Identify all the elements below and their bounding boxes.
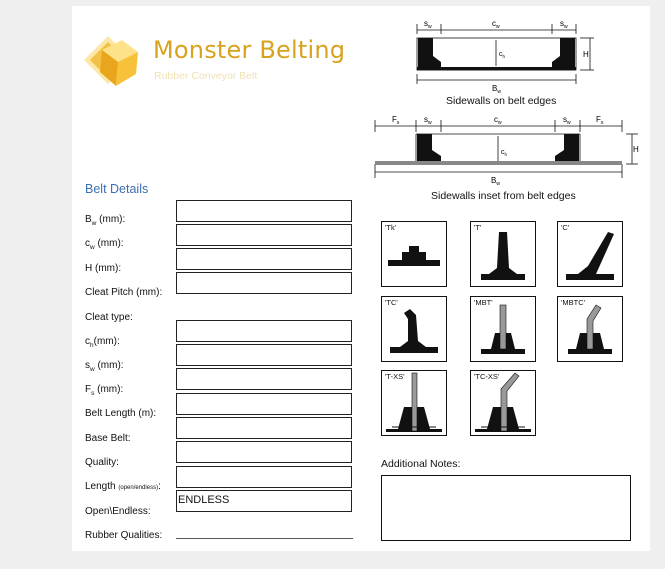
sidewalls-inset-diagram (372, 108, 640, 188)
svg-text:sw: $s_w$ (560, 19, 568, 30)
length-select[interactable] (176, 466, 352, 488)
base-belt-select[interactable] (176, 417, 352, 439)
label-length: Length (open/endless): (85, 481, 161, 492)
bw-input[interactable] (176, 200, 352, 222)
svg-text:Fs: $F_s$ (596, 115, 604, 126)
cw-input[interactable] (176, 224, 352, 246)
label-cw: $c_w$ (mm): (85, 238, 124, 251)
svg-text:H: H (583, 50, 589, 59)
svg-text:cw: $c_w$ (494, 115, 502, 126)
length-value: ENDLESS (178, 494, 230, 506)
belt-length-input[interactable] (176, 393, 352, 415)
label-open-endless: Open\Endless: (85, 506, 151, 517)
svg-text:sw: $s_w$ (563, 115, 571, 126)
quality-select[interactable] (176, 441, 352, 463)
label-rubber-qualities: Rubber Qualities: (85, 530, 163, 541)
sidewalls-on-edges-diagram (372, 10, 602, 100)
sw-input[interactable] (176, 344, 352, 366)
cleat-type-mbt[interactable]: 'MBT' (470, 296, 536, 362)
cleat-type-tk[interactable]: 'Tk' (381, 221, 447, 287)
svg-text:ch: $c_h$ (499, 51, 506, 59)
label-sw: $s_w$ (mm): (85, 360, 124, 373)
ch-input[interactable] (176, 320, 352, 342)
svg-text:ch: $c_h$ (501, 149, 508, 157)
cleat-type-tc-xs[interactable]: 'TC-XS' (470, 370, 536, 436)
rubber-qualities-line[interactable] (176, 538, 353, 539)
label-quality: Quality: (85, 457, 119, 468)
cleat-type-t-xs[interactable]: 'T-XS' (381, 370, 447, 436)
label-bw: $B_w$ (mm): (85, 214, 126, 227)
svg-text:Bw: $B_w$ (492, 84, 501, 95)
svg-text:Fs: $F_s$ (392, 115, 400, 126)
cleat-type-mbtc[interactable]: 'MBTC' (557, 296, 623, 362)
cleat-pitch-input[interactable] (176, 272, 352, 294)
svg-text:sw: $s_w$ (424, 19, 432, 30)
svg-text:cw: $c_w$ (492, 19, 500, 30)
rubber-qualities-input[interactable] (168, 518, 356, 534)
cleat-type-t[interactable]: 'T' (470, 221, 536, 287)
brand-subtitle: Rubber Conveyor Belt (154, 70, 258, 82)
belt-details-heading: Belt Details (85, 182, 149, 196)
cleat-type-tc[interactable]: 'TC' (381, 296, 447, 362)
label-belt-length: Belt Length (m): (85, 408, 157, 419)
label-cleat-type: Cleat type: (85, 312, 133, 323)
diagram-caption-edges: Sidewalls on belt edges (446, 95, 557, 107)
label-base-belt: Base Belt: (85, 433, 131, 444)
svg-text:H: H (633, 145, 639, 154)
h-input[interactable] (176, 248, 352, 270)
additional-notes-textarea[interactable] (381, 475, 631, 541)
cube-logo-icon (80, 30, 150, 92)
label-h: H (mm): (85, 263, 122, 274)
brand-title: Monster Belting (153, 36, 346, 64)
diagram-caption-inset: Sidewalls inset from belt edges (431, 190, 576, 202)
svg-text:sw: $s_w$ (424, 115, 432, 126)
label-fs: $F_s$ (mm): (85, 384, 124, 397)
additional-notes-label: Additional Notes: (381, 458, 461, 470)
fs-input[interactable] (176, 368, 352, 390)
label-ch: $c_h(mm)$: (85, 336, 120, 349)
cleat-type-c[interactable]: 'C' (557, 221, 623, 287)
svg-text:Bw: $B_w$ (491, 176, 500, 187)
label-cleat-pitch: Cleat Pitch (mm): (85, 287, 163, 298)
